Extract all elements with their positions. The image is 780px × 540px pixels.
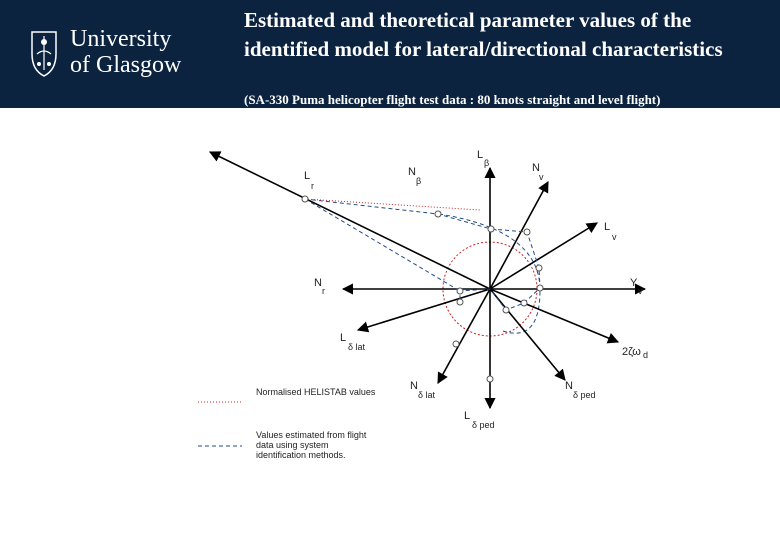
- header-banner: [0, 0, 780, 108]
- label-n-v: [532, 162, 544, 182]
- label-n-beta: [408, 166, 421, 186]
- svg-text:r: r: [311, 181, 314, 191]
- svg-text:L: L: [477, 149, 484, 161]
- svg-text:N: N: [565, 380, 573, 392]
- legend-theory-label: Normalised HELISTAB values: [256, 387, 376, 397]
- point-n-beta: [435, 211, 441, 217]
- axis-n-beta: [210, 152, 490, 289]
- point-l-dlat: [457, 299, 463, 305]
- university-logo: [28, 20, 198, 82]
- svg-text:δ ped: δ ped: [573, 390, 596, 400]
- legend: [198, 386, 396, 470]
- theory-link: [305, 199, 480, 210]
- point-l-r: [302, 196, 308, 202]
- point-y-v: [537, 285, 543, 291]
- svg-text:N: N: [532, 162, 540, 174]
- axis-l-v: [490, 223, 597, 289]
- svg-text:L: L: [604, 221, 611, 233]
- svg-text:β: β: [484, 158, 490, 168]
- svg-text:δ lat: δ lat: [418, 390, 436, 400]
- svg-text:University: University: [70, 26, 172, 52]
- svg-text:N: N: [408, 166, 416, 178]
- svg-text:N: N: [314, 277, 322, 289]
- label-l-v: [604, 221, 617, 242]
- svg-text:v: v: [612, 232, 617, 242]
- label-l-beta: [477, 149, 489, 168]
- svg-text:of Glasgow: of Glasgow: [70, 52, 182, 78]
- crest-icon: [32, 32, 56, 76]
- label-n-dlat: [410, 380, 436, 400]
- slide-subtitle: (SA-330 Puma helicopter flight test data : 80 knots straight and level flight): [244, 92, 661, 107]
- label-l-dped: [464, 410, 495, 430]
- parameter-diagram: [0, 108, 780, 540]
- svg-text:r: r: [322, 286, 325, 296]
- svg-text:L: L: [340, 332, 347, 344]
- svg-text:Y: Y: [630, 277, 638, 289]
- svg-text:L: L: [464, 410, 471, 422]
- svg-text:δ lat: δ lat: [348, 342, 366, 352]
- label-2zw: [622, 346, 648, 360]
- point-n-v: [524, 229, 530, 235]
- svg-text:δ ped: δ ped: [472, 420, 495, 430]
- svg-text:v: v: [539, 172, 544, 182]
- label-n-dped: [565, 380, 596, 400]
- point-2zw: [521, 300, 527, 306]
- point-l-beta: [488, 226, 494, 232]
- label-n-r: [314, 277, 325, 296]
- slide-title: Estimated and theoretical parameter values of the identified model for lateral/directional characteristics: [244, 8, 723, 61]
- axis-2zw: [490, 289, 618, 342]
- svg-text:v: v: [638, 286, 643, 296]
- point-n-r: [457, 288, 463, 294]
- svg-text:2ζω: 2ζω: [622, 346, 641, 358]
- label-l-dlat: [340, 332, 366, 352]
- point-l-dped: [487, 376, 493, 382]
- parameter-axes: [210, 152, 645, 408]
- svg-text:N: N: [410, 380, 418, 392]
- axis-n-dped: [490, 289, 565, 380]
- svg-text:β: β: [416, 176, 422, 186]
- point-theory-a: [503, 307, 509, 313]
- label-l-r: [304, 170, 314, 191]
- point-l-v: [536, 265, 542, 271]
- legend-estimate-label: Values estimated from flight data using system identification methods.: [256, 430, 367, 460]
- point-n-dlat: [453, 341, 459, 347]
- label-y-v: [630, 277, 643, 296]
- svg-text:L: L: [304, 170, 311, 182]
- svg-text:d: d: [643, 350, 649, 360]
